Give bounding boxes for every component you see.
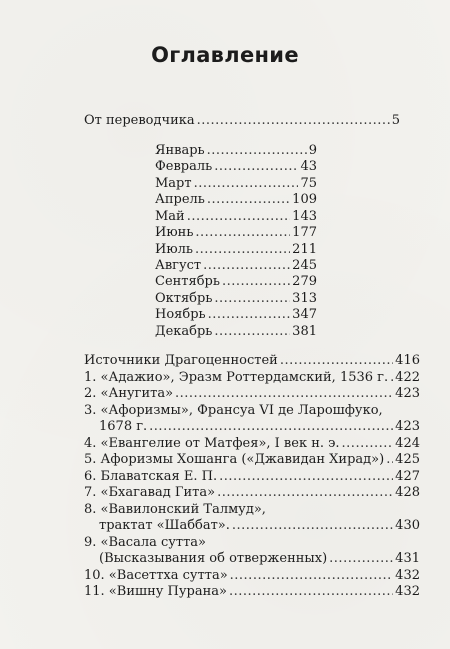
toc-entry-label: Сентябрь — [155, 274, 220, 289]
toc-leader-dots — [386, 452, 393, 468]
toc-entry-sources[interactable] — [84, 353, 420, 369]
toc-entry-label: Апрель — [155, 192, 205, 207]
toc-entry-label-line1: 3. «Афоризмы», Франсуа VI де Ларошфуко, — [84, 403, 383, 418]
toc-leader-dots — [342, 436, 394, 452]
toc-page-number: 5 — [391, 113, 400, 128]
toc-entry-label: Февраль — [155, 159, 213, 174]
toc-entry-label: Май — [155, 209, 185, 224]
toc-leader-dots — [329, 551, 393, 567]
toc-page-number: 428 — [395, 485, 420, 500]
toc-leader-dots — [149, 419, 393, 435]
toc-page-number: 279 — [292, 274, 317, 289]
toc-page-number: 347 — [292, 307, 317, 322]
toc-leader-dots — [219, 469, 393, 485]
toc-entry-month[interactable] — [155, 291, 317, 307]
toc-entry-source[interactable] — [99, 419, 420, 435]
toc-page-number: 422 — [395, 370, 420, 385]
toc-entry-label: Август — [155, 258, 202, 273]
toc-entry-month[interactable] — [155, 159, 317, 175]
toc-page-number: 430 — [395, 518, 420, 533]
toc-leader-dots — [207, 143, 307, 159]
toc-entry-source[interactable] — [84, 386, 420, 402]
toc-entry-month[interactable] — [155, 209, 317, 225]
toc-page-number: 423 — [395, 386, 420, 401]
toc-page-number: 432 — [395, 584, 420, 599]
toc-leader-dots — [214, 324, 290, 340]
toc-entry-source[interactable] — [84, 485, 420, 501]
toc-leader-dots — [214, 291, 290, 307]
toc-entry-label-line1: 9. «Васала сутта» — [84, 535, 206, 550]
toc-entry-label: 10. «Васеттха сутта» — [84, 568, 228, 583]
toc-entry-month[interactable] — [155, 192, 317, 208]
toc-leader-dots — [222, 274, 290, 290]
toc-entry-preface[interactable] — [84, 113, 400, 129]
toc-entry-source[interactable] — [84, 469, 420, 485]
toc-page-number: 381 — [292, 324, 317, 339]
toc-entry-label: 1678 г. — [99, 419, 148, 434]
toc-leader-dots — [195, 242, 290, 258]
toc-leader-dots — [214, 159, 298, 175]
toc-entry-label: 4. «Евангелие от Матфея», I век н. э. — [84, 436, 340, 451]
toc-entry-month[interactable] — [155, 258, 317, 274]
toc-page-number: 9 — [308, 143, 317, 158]
toc-entry-month[interactable] — [155, 242, 317, 258]
toc-leader-dots — [232, 518, 393, 534]
toc-entry-label: трактат «Шаббат». — [99, 518, 230, 533]
toc-entry-label: Октябрь — [155, 291, 213, 306]
toc-page-number: 423 — [395, 419, 420, 434]
toc-entry-month[interactable] — [155, 324, 317, 340]
toc-leader-dots — [208, 307, 291, 323]
toc-leader-dots — [229, 584, 393, 600]
toc-page-number: 432 — [395, 568, 420, 583]
toc-leader-dots — [230, 568, 394, 584]
toc-page-number: 425 — [395, 452, 420, 467]
toc-leader-dots — [187, 209, 290, 225]
toc-page-number: 424 — [395, 436, 420, 451]
toc-page-number: 431 — [395, 551, 420, 566]
toc-entry-label: От переводчика — [84, 113, 195, 128]
toc-entry-label-line1: 8. «Вавилонский Талмуд», — [84, 502, 266, 517]
toc-entry-source[interactable] — [84, 584, 420, 600]
toc-page-number: 75 — [300, 176, 317, 191]
toc-entry-source[interactable] — [84, 452, 420, 468]
toc-entry-label: Декабрь — [155, 324, 213, 339]
toc-leader-dots — [280, 353, 393, 369]
toc-page-number: 211 — [292, 242, 317, 257]
toc-entry-month[interactable] — [155, 307, 317, 323]
toc-entry-source[interactable] — [84, 370, 420, 386]
toc-entry-label: 2. «Анугита» — [84, 386, 174, 401]
toc-entry-month[interactable] — [155, 176, 317, 192]
toc-entry-label: 6. Блаватская Е. П. — [84, 469, 218, 484]
toc-page-number: 43 — [300, 159, 317, 174]
toc-leader-dots — [194, 176, 299, 192]
toc-entry-month[interactable] — [155, 274, 317, 290]
toc-leader-dots — [203, 258, 290, 274]
toc-entry-label: Источники Драгоценностей — [84, 353, 278, 368]
toc-entry-label: Январь — [155, 143, 205, 158]
toc-entry-label: 1. «Адажио», Эразм Роттердамский, 1536 г. — [84, 370, 389, 385]
toc-entry-label: Март — [155, 176, 192, 191]
toc-page-number: 177 — [292, 225, 317, 240]
toc-leader-dots — [390, 370, 393, 386]
toc-entry-source[interactable] — [99, 551, 420, 567]
toc-entry-label: 7. «Бхагавад Гита» — [84, 485, 216, 500]
toc-entry-label: Ноябрь — [155, 307, 206, 322]
toc-entry-source[interactable] — [99, 518, 420, 534]
toc-leader-dots — [195, 225, 290, 241]
toc-entry-source[interactable] — [84, 568, 420, 584]
toc-page-number: 109 — [292, 192, 317, 207]
toc-entry-month[interactable] — [155, 143, 317, 159]
toc-leader-dots — [217, 485, 393, 501]
toc-entry-source[interactable] — [84, 436, 420, 452]
toc-leader-dots — [175, 386, 393, 402]
toc-page-number: 427 — [395, 469, 420, 484]
toc-page-number: 313 — [292, 291, 317, 306]
toc-entry-label: Июль — [155, 242, 193, 257]
page-title: Оглавление — [151, 43, 299, 67]
toc-leader-dots — [207, 192, 290, 208]
toc-page-number: 245 — [292, 258, 317, 273]
toc-page-number: 143 — [292, 209, 317, 224]
toc-page-number: 416 — [395, 353, 420, 368]
toc-entry-label: (Высказывания об отверженных) — [99, 551, 328, 566]
toc-leader-dots — [197, 113, 390, 129]
toc-entry-label: 11. «Вишну Пурана» — [84, 584, 227, 599]
toc-entry-label: 5. Афоризмы Хошанга («Джавидан Хирад») — [84, 452, 385, 467]
toc-entry-month[interactable] — [155, 225, 317, 241]
toc-entry-label: Июнь — [155, 225, 194, 240]
